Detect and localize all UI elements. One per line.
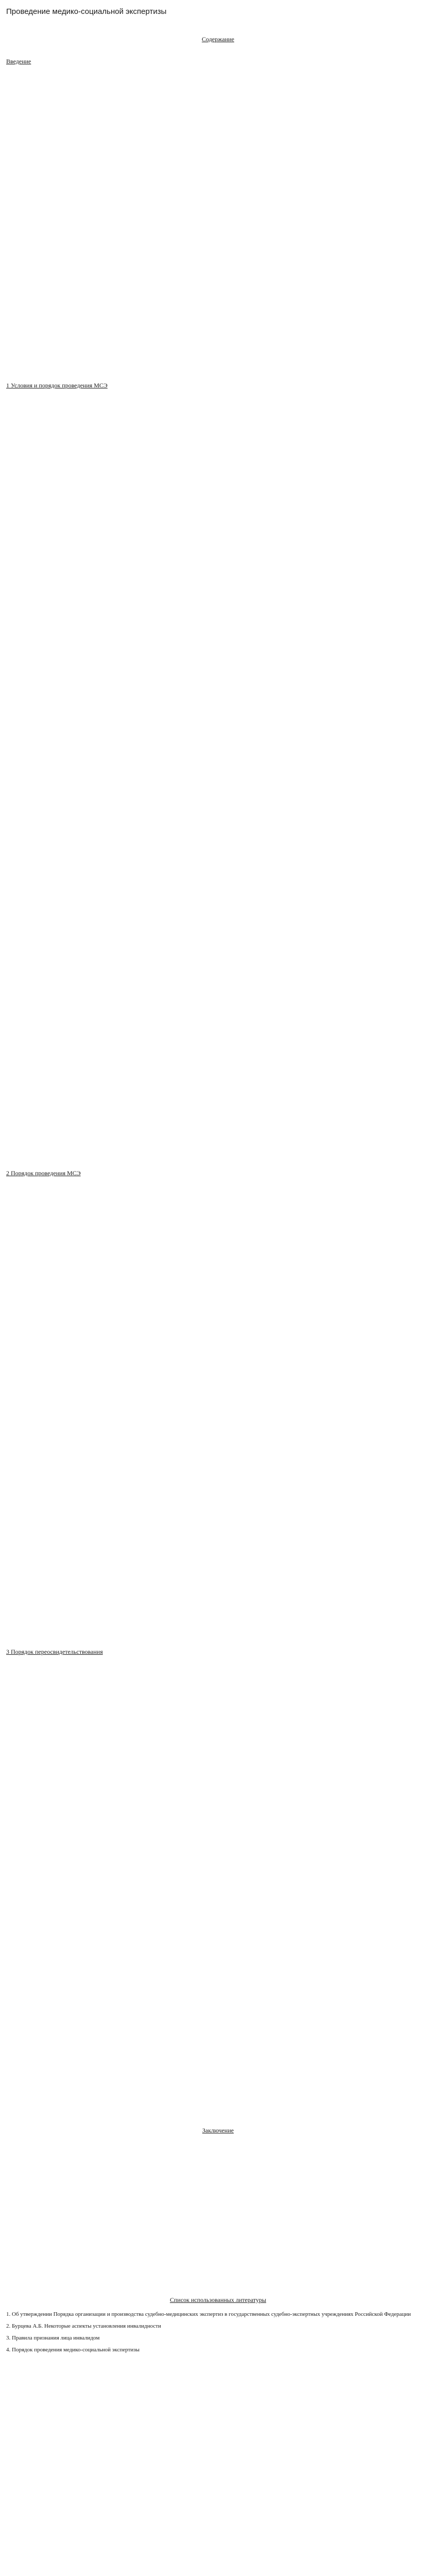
references-list	[6, 2311, 430, 2353]
document-title: Проведение медико-социальной экспертизы	[6, 7, 167, 16]
section3-body-unreadable	[6, 1663, 430, 1972]
references-heading: Список использованных литературы	[169, 2296, 267, 2303]
section3-heading: 3 Порядок переосвидетельствования	[6, 1648, 103, 1655]
reference-item: 4. Порядок проведения медико-социальной экспертизы	[6, 2347, 140, 2353]
section2-heading: 2 Порядок проведения МСЭ	[6, 1170, 81, 1177]
intro-body-unreadable	[6, 73, 430, 382]
conclusion-heading: Заключение	[202, 2127, 234, 2134]
section2-body-unreadable	[6, 1184, 430, 1494]
reference-item: 2. Бурцева А.Б. Некоторые аспекты установления инвалидности	[6, 2323, 161, 2329]
reference-item: 1. Об утверждении Порядка организации и производства судебно-медицинских экспертиз в государственных судебно-экспертных учреждениях Российской Федерации	[6, 2311, 411, 2317]
reference-item: 3. Правила признания лица инвалидом	[6, 2335, 100, 2341]
conclusion-body-unreadable	[6, 2142, 430, 2296]
intro-heading: Введение	[6, 58, 31, 65]
section1-body-unreadable	[6, 397, 430, 706]
section1-heading: 1 Условия и порядок проведения МСЭ	[6, 382, 108, 389]
toc-heading: Содержание	[202, 36, 234, 43]
